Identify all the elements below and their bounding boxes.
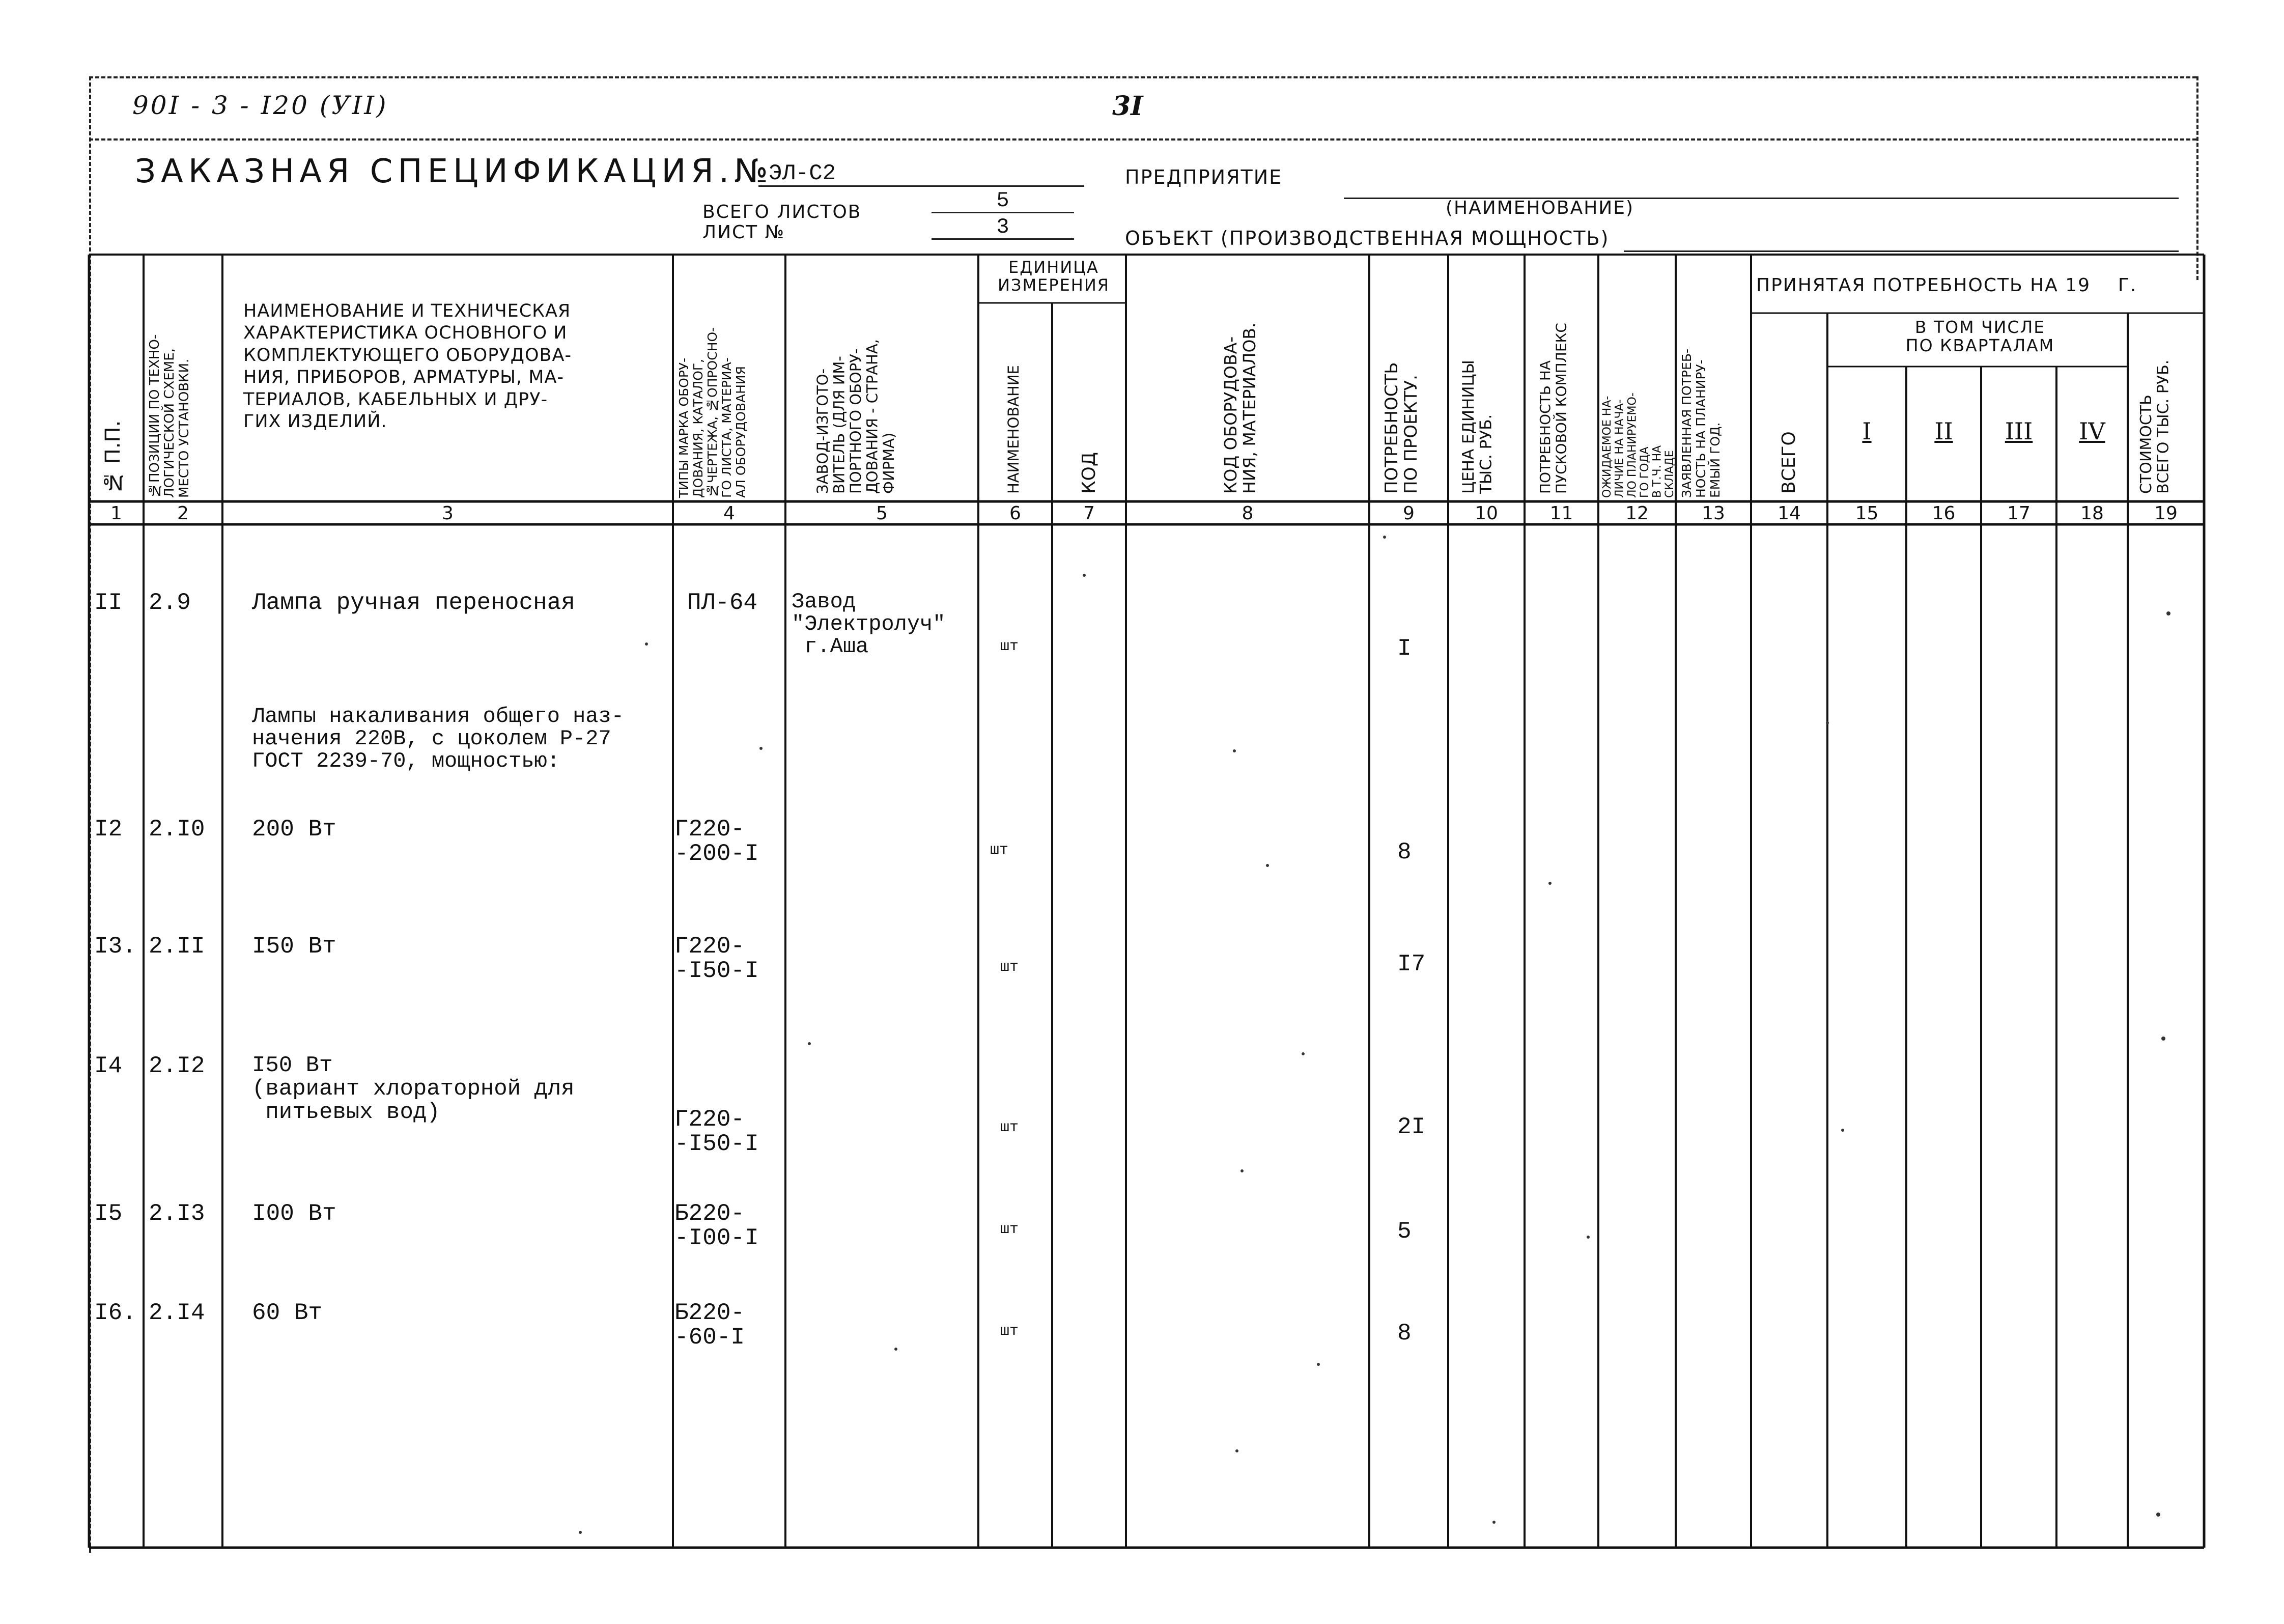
row-qty: 2I bbox=[1397, 1114, 1426, 1140]
row-qty: 8 bbox=[1397, 1320, 1412, 1347]
col-header-position: №ПОЗИЦИИ ПО ТЕХНО- ЛОГИЧЕСКОЙ СХЕМЕ, МЕСТО УСТАНОВКИ. bbox=[147, 334, 192, 498]
col-header-q3: III bbox=[2005, 417, 2033, 445]
colnum-3: 3 bbox=[442, 503, 454, 524]
colnum-6: 6 bbox=[1009, 503, 1021, 524]
col-header-launch: ПОТРЕБНОСТЬ НА ПУСКОВОЙ КОМПЛЕКС bbox=[1537, 323, 1570, 494]
sheet-label: ЛИСТ № bbox=[702, 222, 785, 243]
col-header-unit-code: КОД bbox=[1079, 452, 1099, 494]
row-unit: шт bbox=[1000, 959, 1019, 976]
col-header-unit-name: НАИМЕНОВАНИЕ bbox=[1005, 365, 1022, 494]
row-type: Г220- -I50-I bbox=[674, 1106, 759, 1158]
row-unit: шт bbox=[1000, 1323, 1019, 1340]
col-header-q2: II bbox=[1934, 417, 1953, 445]
col-header-expected: ОЖИДАЕМОЕ НА- ЛИЧИЕ НА НАЧА- ЛО ПЛАНИРУЕМО- ГО ГОДА В Т.Ч. НА СКЛАДЕ bbox=[1601, 393, 1677, 498]
col-header-accepted-group: ПРИНЯТАЯ ПОТРЕБНОСТЬ НА 19 Г. bbox=[1756, 275, 2137, 296]
row-name: 200 Вт bbox=[252, 816, 336, 843]
col-header-number: № П.П. bbox=[101, 420, 125, 494]
col-header-demand: ПОТРЕБНОСТЬ ПО ПРОЕКТУ. bbox=[1381, 362, 1422, 494]
page-number: 3I bbox=[1112, 91, 1143, 122]
colnum-1: 1 bbox=[110, 503, 122, 524]
col-header-q4: IV bbox=[2079, 417, 2105, 445]
colnum-7: 7 bbox=[1083, 503, 1095, 524]
colnum-17: 17 bbox=[2007, 503, 2031, 524]
row-position: 2.I4 bbox=[149, 1300, 205, 1326]
row-type: Г220- -200-I bbox=[674, 816, 759, 867]
row-name: Лампа ручная переносная bbox=[252, 590, 575, 616]
enterprise-label: ПРЕДПРИЯТИЕ bbox=[1125, 166, 1283, 188]
colnum-8: 8 bbox=[1242, 503, 1254, 524]
col-header-q1: I bbox=[1862, 417, 1872, 445]
row-position: 2.9 bbox=[149, 590, 191, 616]
sheet-value: 3 bbox=[932, 216, 1074, 240]
object-label: ОБЪЕКТ (ПРОИЗВОДСТВЕННАЯ МОЩНОСТЬ) bbox=[1125, 227, 1610, 249]
row-number: II bbox=[94, 590, 123, 616]
row-type: Б220- -I00-I bbox=[674, 1200, 759, 1252]
row-position: 2.II bbox=[149, 933, 205, 960]
colnum-16: 16 bbox=[1932, 503, 1956, 524]
col-header-declared: ЗАЯВЛЕННАЯ ПОТРЕБ- НОСТЬ НА ПЛАНИРУ- ЕМЫЙ ГОД. bbox=[1679, 348, 1723, 498]
row-number: I2 bbox=[94, 816, 123, 843]
colnum-4: 4 bbox=[723, 503, 735, 524]
col-header-code: КОД ОБОРУДОВА- НИЯ, МАТЕРИАЛОВ. bbox=[1221, 322, 1259, 494]
row-qty: I bbox=[1397, 635, 1412, 662]
row-qty: I7 bbox=[1397, 951, 1426, 977]
row-unit: шт bbox=[1000, 1221, 1019, 1238]
row-number: I5 bbox=[94, 1200, 123, 1227]
row-name: 60 Вт bbox=[252, 1300, 323, 1326]
col-header-quarters: В ТОМ ЧИСЛЕ ПО КВАРТАЛАМ bbox=[1905, 317, 2055, 356]
colnum-19: 19 bbox=[2154, 503, 2178, 524]
row-maker: Завод "Электролуч" г.Аша bbox=[792, 590, 946, 659]
col-header-type: ТИПЫ МАРКА ОБОРУ- ДОВАНИЯ, КАТАЛОГ, №ЧЕРТЕЖА, №ОПРОСНО- ГО ЛИСТА, МАТЕРИА- АЛ ОБОРУДОВАНИЯ bbox=[676, 327, 748, 498]
group-note: Лампы накаливания общего наз- начения 220В, с цоколем Р-27 ГОСТ 2239-70, мощностью: bbox=[252, 704, 624, 774]
colnum-18: 18 bbox=[2080, 503, 2104, 524]
row-position: 2.I2 bbox=[149, 1053, 205, 1079]
row-position: 2.I3 bbox=[149, 1200, 205, 1227]
row-number: I4 bbox=[94, 1053, 123, 1079]
row-unit: шт bbox=[990, 842, 1009, 859]
row-unit: шт bbox=[1000, 1119, 1019, 1136]
row-type: Б220- -60-I bbox=[674, 1300, 745, 1351]
colnum-5: 5 bbox=[876, 503, 888, 524]
row-qty: 5 bbox=[1397, 1218, 1412, 1245]
row-name: I50 Вт (вариант хлораторной для питьевых вод) bbox=[252, 1053, 575, 1126]
row-number: I6. bbox=[94, 1300, 136, 1326]
row-qty: 8 bbox=[1397, 839, 1412, 865]
row-type: ПЛ-64 bbox=[687, 590, 758, 616]
colnum-15: 15 bbox=[1855, 503, 1879, 524]
total-sheets-label: ВСЕГО ЛИСТОВ bbox=[702, 202, 862, 222]
row-name: I50 Вт bbox=[252, 933, 336, 960]
colnum-14: 14 bbox=[1778, 503, 1801, 524]
spec-title: ЗАКАЗНАЯ СПЕЦИФИКАЦИЯ.№ bbox=[135, 153, 773, 190]
col-header-maker: ЗАВОД-ИЗГОТО- ВИТЕЛЬ (ДЛЯ ИМ- ПОРТНОГО ОБОРУ- ДОВАНИЯ - СТРАНА, ФИРМА) bbox=[814, 339, 897, 494]
colnum-10: 10 bbox=[1475, 503, 1498, 524]
colnum-13: 13 bbox=[1702, 503, 1725, 524]
enterprise-sub-label: (НАИМЕНОВАНИЕ) bbox=[1446, 198, 1634, 218]
total-sheets-value: 5 bbox=[932, 189, 1074, 213]
row-position: 2.I0 bbox=[149, 816, 205, 843]
colnum-9: 9 bbox=[1403, 503, 1415, 524]
row-name: I00 Вт bbox=[252, 1200, 336, 1227]
col-header-unit-group: ЕДИНИЦА ИЗМЕРЕНИЯ bbox=[997, 258, 1110, 295]
row-type: Г220- -I50-I bbox=[674, 933, 759, 985]
col-header-cost: СТОИМОСТЬ ВСЕГО ТЫС. РУБ. bbox=[2137, 359, 2173, 494]
colnum-12: 12 bbox=[1625, 503, 1649, 524]
row-unit: шт bbox=[1000, 638, 1019, 655]
document-code: 90I - 3 - I20 (УII) bbox=[132, 91, 388, 120]
spec-number: ЭЛ-С2 bbox=[758, 162, 1084, 187]
colnum-2: 2 bbox=[177, 503, 189, 524]
colnum-11: 11 bbox=[1549, 503, 1573, 524]
row-number: I3. bbox=[94, 933, 136, 960]
col-header-price: ЦЕНА ЕДИНИЦЫ ТЫС. РУБ. bbox=[1459, 360, 1496, 494]
col-header-total: ВСЕГО bbox=[1779, 431, 1799, 494]
col-header-name: НАИМЕНОВАНИЕ И ТЕХНИЧЕСКАЯ ХАРАКТЕРИСТИКА ОСНОВНОГО И КОМПЛЕКТУЮЩЕГО ОБОРУДОВА- НИЯ, ПРИБОРОВ, АРМАТУРЫ, МА- ТЕРИАЛОВ, КАБЕЛЬНЫХ И ДРУ- ГИХ ИЗДЕЛИЙ. bbox=[243, 301, 572, 432]
